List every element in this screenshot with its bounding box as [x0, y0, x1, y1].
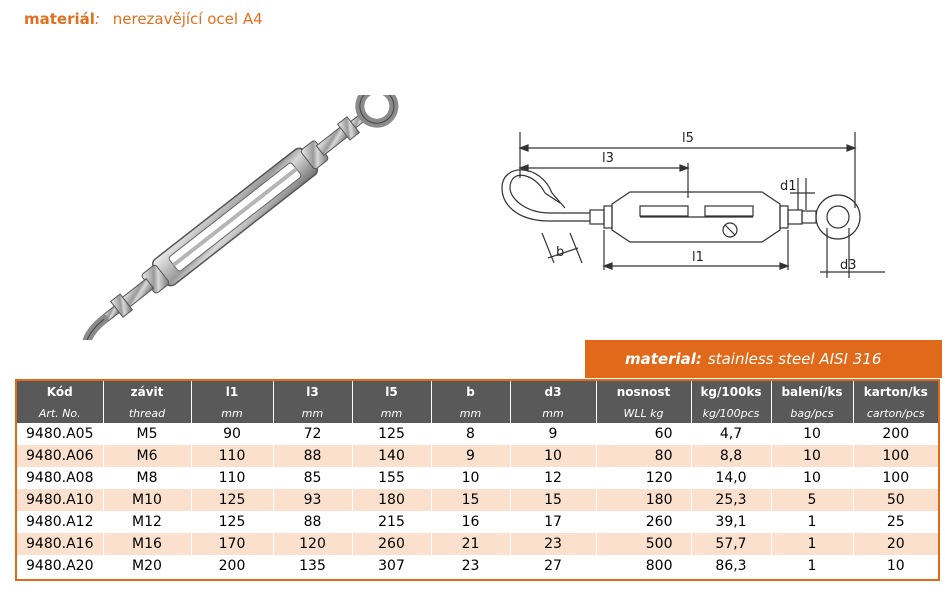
col-header: závit: [103, 381, 191, 403]
spec-table-wrapper: [15, 379, 940, 581]
material-value: nerezavějící ocel A4: [112, 10, 263, 28]
table-row: [17, 533, 938, 555]
cell-b: 10: [431, 467, 510, 489]
dim-b-label: b: [556, 245, 565, 260]
cell-l3: 85: [273, 467, 352, 489]
cell-thread: M12: [103, 511, 191, 533]
cell-l3: 88: [273, 445, 352, 467]
col-header: Kód: [17, 381, 103, 403]
cell-l1: 200: [191, 555, 273, 577]
cell-bag: 10: [771, 445, 853, 467]
cell-bag: 10: [771, 423, 853, 445]
cell-code: 9480.A10: [17, 489, 103, 511]
cell-weight: 57,7: [691, 533, 771, 555]
col-header: karton/ks: [853, 381, 938, 403]
cell-l1: 90: [191, 423, 273, 445]
cell-l1: 170: [191, 533, 273, 555]
cell-carton: 20: [853, 533, 938, 555]
cell-d3: 15: [510, 489, 596, 511]
cell-thread: M8: [103, 467, 191, 489]
cell-d3: 23: [510, 533, 596, 555]
cell-carton: 10: [853, 555, 938, 577]
cell-wll: 800: [596, 555, 691, 577]
table-row: [17, 445, 938, 467]
cell-l5: 180: [352, 489, 431, 511]
cell-l1: 125: [191, 489, 273, 511]
cell-wll: 500: [596, 533, 691, 555]
dim-d1-label: d1: [780, 179, 797, 194]
col-subheader: mm: [510, 403, 596, 423]
cell-thread: M16: [103, 533, 191, 555]
cell-d3: 27: [510, 555, 596, 577]
cell-thread: M20: [103, 555, 191, 577]
cell-code: 9480.A06: [17, 445, 103, 467]
col-subheader: mm: [431, 403, 510, 423]
cell-code: 9480.A16: [17, 533, 103, 555]
cell-d3: 17: [510, 511, 596, 533]
banner-value: stainless steel AISI 316: [707, 350, 882, 368]
banner-label: material:: [625, 350, 702, 368]
col-subheader: thread: [103, 403, 191, 423]
dim-l3-label: l3: [602, 151, 614, 166]
cell-wll: 260: [596, 511, 691, 533]
cell-b: 23: [431, 555, 510, 577]
cell-l1: 125: [191, 511, 273, 533]
col-subheader: carton/pcs: [853, 403, 938, 423]
product-photo: [55, 95, 415, 340]
cell-l5: 260: [352, 533, 431, 555]
dim-d3-label: d3: [840, 258, 857, 273]
cell-bag: 1: [771, 555, 853, 577]
cell-b: 8: [431, 423, 510, 445]
col-subheader: Art. No.: [17, 403, 103, 423]
cell-carton: 50: [853, 489, 938, 511]
col-subheader: mm: [352, 403, 431, 423]
col-subheader: mm: [273, 403, 352, 423]
cell-l3: 135: [273, 555, 352, 577]
cell-carton: 100: [853, 445, 938, 467]
cell-l5: 215: [352, 511, 431, 533]
col-header: l1: [191, 381, 273, 403]
cell-bag: 10: [771, 467, 853, 489]
col-header: balení/ks: [771, 381, 853, 403]
cell-d3: 10: [510, 445, 596, 467]
col-subheader: WLL kg: [596, 403, 691, 423]
cell-b: 21: [431, 533, 510, 555]
table-row: [17, 511, 938, 533]
cell-d3: 9: [510, 423, 596, 445]
col-header: d3: [510, 381, 596, 403]
cell-wll: 80: [596, 445, 691, 467]
cell-bag: 1: [771, 511, 853, 533]
cell-thread: M6: [103, 445, 191, 467]
cell-thread: M10: [103, 489, 191, 511]
technical-drawing: [490, 118, 910, 288]
dim-l1-label: l1: [692, 250, 704, 265]
cell-bag: 5: [771, 489, 853, 511]
col-header: l3: [273, 381, 352, 403]
cell-carton: 100: [853, 467, 938, 489]
spec-table: [17, 381, 938, 577]
cell-l1: 110: [191, 467, 273, 489]
cell-l5: 307: [352, 555, 431, 577]
cell-code: 9480.A20: [17, 555, 103, 577]
cell-wll: 180: [596, 489, 691, 511]
cell-d3: 12: [510, 467, 596, 489]
cell-carton: 200: [853, 423, 938, 445]
cell-l5: 140: [352, 445, 431, 467]
cell-l3: 120: [273, 533, 352, 555]
cell-thread: M5: [103, 423, 191, 445]
cell-weight: 8,8: [691, 445, 771, 467]
cell-weight: 25,3: [691, 489, 771, 511]
cell-weight: 4,7: [691, 423, 771, 445]
cell-b: 15: [431, 489, 510, 511]
cell-code: 9480.A08: [17, 467, 103, 489]
col-subheader: bag/pcs: [771, 403, 853, 423]
material-banner: [585, 340, 942, 378]
cell-l3: 72: [273, 423, 352, 445]
col-subheader: kg/100pcs: [691, 403, 771, 423]
table-row: [17, 467, 938, 489]
cell-l1: 110: [191, 445, 273, 467]
table-row: [17, 555, 938, 577]
cell-code: 9480.A12: [17, 511, 103, 533]
cell-wll: 120: [596, 467, 691, 489]
table-row: [17, 423, 938, 445]
cell-code: 9480.A05: [17, 423, 103, 445]
cell-b: 9: [431, 445, 510, 467]
col-subheader: mm: [191, 403, 273, 423]
cell-bag: 1: [771, 533, 853, 555]
header-row: [17, 381, 938, 403]
subheader-row: [17, 403, 938, 423]
cell-weight: 14,0: [691, 467, 771, 489]
col-header: kg/100ks: [691, 381, 771, 403]
cell-l5: 125: [352, 423, 431, 445]
cell-b: 16: [431, 511, 510, 533]
col-header: nosnost: [596, 381, 691, 403]
col-header: b: [431, 381, 510, 403]
material-label: materiál:: [24, 10, 100, 28]
cell-l3: 88: [273, 511, 352, 533]
table-row: [17, 489, 938, 511]
dim-l5-label: l5: [682, 131, 694, 146]
cell-carton: 25: [853, 511, 938, 533]
cell-wll: 60: [596, 423, 691, 445]
cell-weight: 39,1: [691, 511, 771, 533]
col-header: l5: [352, 381, 431, 403]
cell-l3: 93: [273, 489, 352, 511]
cell-weight: 86,3: [691, 555, 771, 577]
material-header: [24, 10, 263, 28]
cell-l5: 155: [352, 467, 431, 489]
